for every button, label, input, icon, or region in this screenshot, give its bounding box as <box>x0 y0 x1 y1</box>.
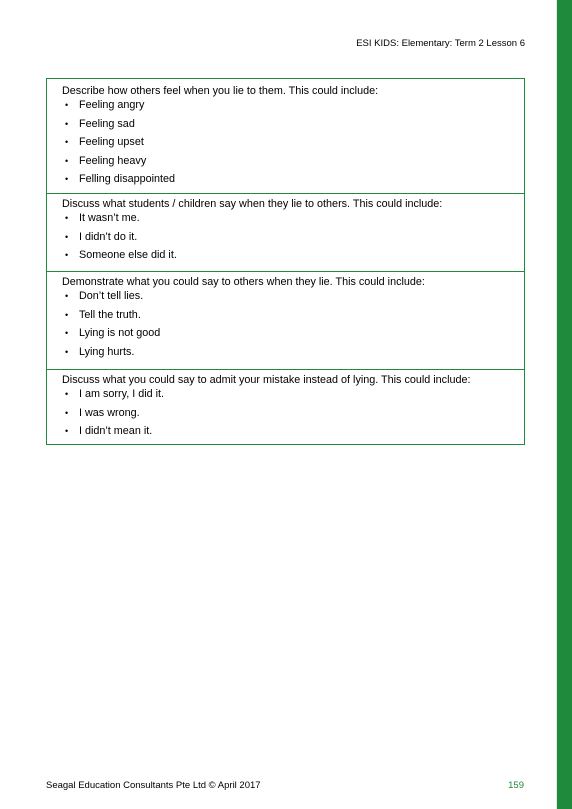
bullet-icon: • <box>65 137 69 147</box>
section-what-to-say <box>47 271 524 369</box>
page-number: 159 <box>508 780 524 791</box>
list-item <box>62 290 524 309</box>
section-title: Describe how others feel when you lie to them. This could include: <box>62 85 379 97</box>
list-item-text: Someone else did it. <box>79 249 177 261</box>
bullet-icon: • <box>65 118 69 129</box>
section-title: Discuss what students / children say when they lie to others. This could include: <box>62 198 443 210</box>
list-item <box>62 231 524 250</box>
list-item <box>62 346 524 365</box>
bullet-icon: • <box>65 155 69 166</box>
list-item-text: I was wrong. <box>79 406 140 419</box>
list-item-text: Feeling heavy <box>79 154 147 167</box>
list-item <box>62 425 524 444</box>
bullet-icon: • <box>65 100 69 110</box>
bullet-list <box>62 388 524 444</box>
list-item-text: Lying is not good <box>79 327 161 339</box>
list-item <box>62 155 524 174</box>
list-item <box>62 407 524 426</box>
bullet-icon: • <box>65 328 69 338</box>
bullet-icon: • <box>65 346 69 357</box>
list-item <box>62 212 524 231</box>
side-accent-bar <box>556 0 572 809</box>
list-item-text: Don’t tell lies. <box>79 290 144 302</box>
bullet-icon: • <box>65 426 69 436</box>
footer-copyright: Seagal Education Consultants Pte Ltd © April 2017 <box>46 780 261 791</box>
list-item-text: It wasn’t me. <box>79 212 140 224</box>
list-item-text: I didn’t mean it. <box>79 425 153 437</box>
list-item-text: Feeling sad <box>79 117 135 130</box>
bullet-icon: • <box>65 407 69 418</box>
bullet-list <box>62 99 524 192</box>
section-what-they-say <box>47 193 524 271</box>
list-item-text: Feeling angry <box>79 99 145 111</box>
list-item-text: I am sorry, I did it. <box>79 388 164 400</box>
list-item <box>62 173 524 192</box>
bullet-icon: • <box>65 250 69 260</box>
list-item-text: Feeling upset <box>79 136 144 148</box>
list-item <box>62 249 524 268</box>
bullet-icon: • <box>65 389 69 399</box>
bullet-icon: • <box>65 291 69 301</box>
list-item <box>62 309 524 328</box>
bullet-icon: • <box>65 231 69 242</box>
list-item <box>62 99 524 118</box>
list-item-text: Lying hurts. <box>79 345 135 358</box>
list-item <box>62 327 524 346</box>
list-item-text: Felling disappointed <box>79 173 176 185</box>
list-item-text: I didn’t do it. <box>79 230 138 243</box>
list-item <box>62 388 524 407</box>
list-item <box>62 118 524 137</box>
bullet-icon: • <box>65 309 69 320</box>
bullet-list <box>62 212 524 268</box>
lesson-table <box>46 78 525 445</box>
bullet-icon: • <box>65 213 69 223</box>
list-item-text: Tell the truth. <box>79 308 141 321</box>
list-item <box>62 136 524 155</box>
section-feelings <box>47 79 524 193</box>
section-admit-mistake <box>47 369 524 444</box>
bullet-list <box>62 290 524 364</box>
bullet-icon: • <box>65 174 69 184</box>
section-title: Demonstrate what you could say to others when they lie. This could include: <box>62 276 425 288</box>
page-header: ESI KIDS: Elementary: Term 2 Lesson 6 <box>356 38 525 49</box>
section-title: Discuss what you could say to admit your mistake instead of lying. This could include: <box>62 374 471 386</box>
